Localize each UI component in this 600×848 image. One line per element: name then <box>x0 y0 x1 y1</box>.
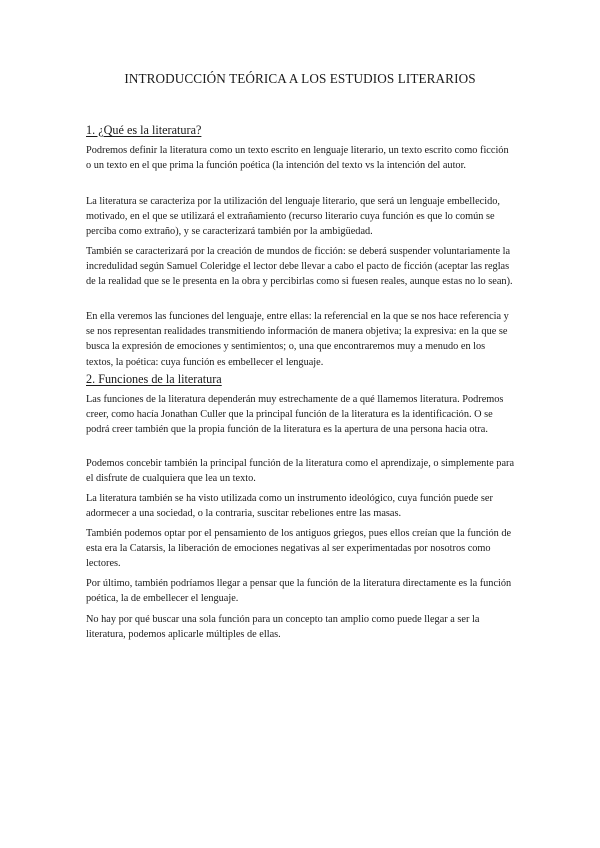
section-2-paragraph-1: Las funciones de la literatura dependerán muy estrechamente de a qué llamemos literatura. Podremos creer, como hacía Jonathan Culler que la principal función de la literatura es la identificación. O se podrá creer también que la propia función de la literatura es la apertura de una persona hacia otra. <box>86 394 504 436</box>
section-2-paragraph-2: Podemos concebir también la principal función de la literatura como el aprendizaje, o simplemente para el disfrute de cualquiera que lea un texto. <box>86 458 515 485</box>
section-heading-2: 2. Funciones de la literatura <box>86 372 222 386</box>
section-heading-1: 1. ¿Qué es la literatura? <box>86 123 202 137</box>
section-2-paragraph-5: Por último, también podríamos llegar a pensar que la función de la literatura directamente es la función poética, la de embellecer el lenguaje. <box>86 578 512 605</box>
section-1-paragraph-3: También se caracterizará por la creación de mundos de ficción: se deberá suspender voluntariamente la incredulidad según Samuel Coleridge el lector debe llevar a cabo el pacto de ficción (aceptar las reglas de la realidad que se le presenta en la obra y percibirlas como si fuesen reales, aunque estas no lo sean). <box>86 246 513 288</box>
document-title: INTRODUCCIÓN TEÓRICA A LOS ESTUDIOS LITERARIOS <box>124 71 476 86</box>
section-1-paragraph-4: En ella veremos las funciones del lenguaje, entre ellas: la referencial en la que se nos hace referencia y se nos representan realidades transmitiendo información de manera objetiva; la expresiva: en la que se busca la expresión de emociones y sentimientos; o, una que encontraremos muy a menudo en los textos, la poética: cuya función es embellecer el lenguaje. <box>86 311 509 368</box>
section-2-paragraph-4: También podemos optar por el pensamiento de los antiguos griegos, pues ellos creían que la función de esta era la Catarsis, la liberación de emociones negativas al ser experimentadas por nosotros como lectores. <box>86 528 512 570</box>
section-1-paragraph-2: La literatura se caracteriza por la utilización del lenguaje literario, que será un lenguaje embellecido, motivado, en el que se utilizará el extrañamiento (recurso literario cuya función es que lo común se perciba como extraño), y se caracterizará también por la ambigüedad. <box>86 196 500 238</box>
section-2-paragraph-6: No hay por qué buscar una sola función para un concepto tan amplio como puede llegar a ser la literatura, podemos aplicarle múltiples de ellas. <box>86 614 480 641</box>
section-2-paragraph-3: La literatura también se ha visto utilizada como un instrumento ideológico, cuya función puede ser adormecer a una sociedad, o la contraria, suscitar rebeliones entre las masas. <box>86 493 493 520</box>
section-1-paragraph-1: Podremos definir la literatura como un texto escrito en lenguaje literario, un texto escrito como ficción o un texto en el que prima la función poética (la intención del texto vs la intención del autor. <box>86 145 509 172</box>
